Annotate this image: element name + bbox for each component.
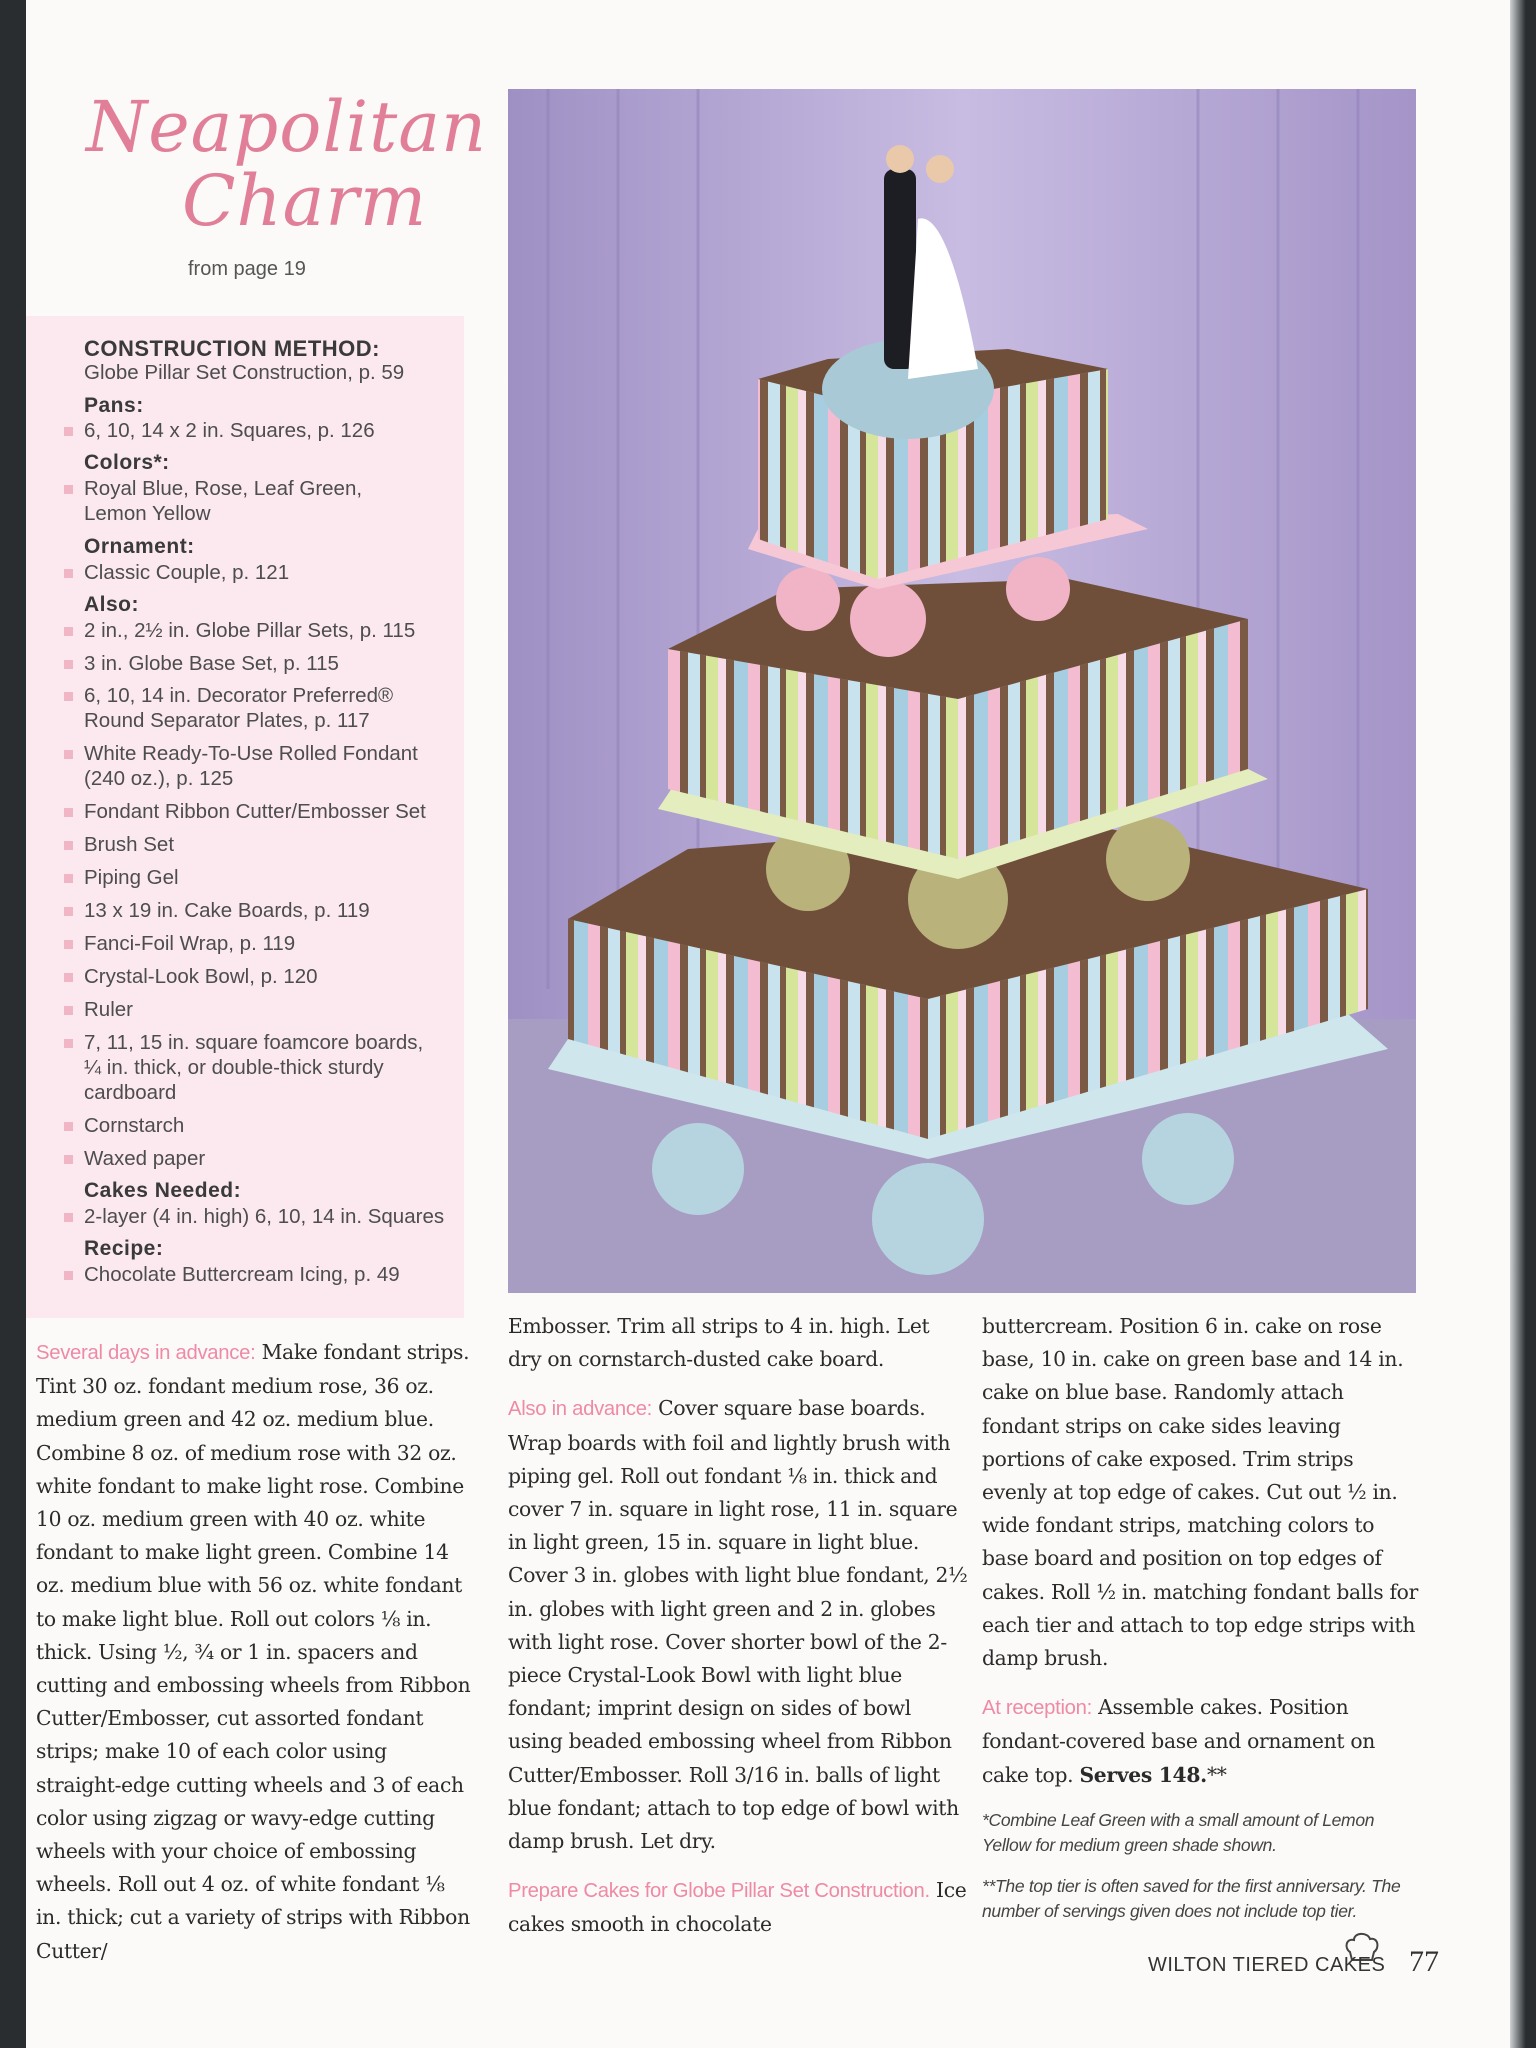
col2-paragraph-1: Embosser. Trim all strips to 4 in. high. Let dry on cornstarch-dusted cake board.: [508, 1314, 930, 1372]
title-line-1: Neapolitan: [86, 86, 488, 168]
also-heading: Also:: [84, 593, 139, 616]
footnote-servings: **The top tier is often saved for the first anniversary. The number of servings given does not include top tier.: [982, 1875, 1401, 1921]
also-item-cont: cardboard: [84, 1081, 177, 1104]
pans-item: 6, 10, 14 x 2 in. Squares, p. 126: [84, 419, 375, 442]
also-item: Ruler: [84, 998, 133, 1021]
materials-sidebar: [26, 316, 464, 1318]
colors-item-cont: Lemon Yellow: [84, 502, 211, 525]
also-item-cont: Round Separator Plates, p. 117: [84, 709, 370, 732]
pans-heading: Pans:: [84, 394, 144, 417]
also-item: 7, 11, 15 in. square foamcore boards,: [84, 1031, 424, 1054]
from-page-reference: from page 19: [188, 258, 306, 280]
ornament-item: Classic Couple, p. 121: [84, 561, 290, 584]
footer-publication: WILTON TIERED CAKES: [1148, 1954, 1386, 1976]
serves-mark: **: [1206, 1762, 1227, 1787]
also-item: White Ready-To-Use Rolled Fondant: [84, 742, 418, 765]
cake-illustration: [508, 89, 1416, 1293]
instructions-column-1: [36, 1336, 474, 1984]
section-lead-at-reception: At reception:: [982, 1697, 1092, 1720]
title-line-2: Charm: [182, 160, 428, 242]
also-item-cont: (240 oz.), p. 125: [84, 767, 234, 790]
section-lead-prepare-cakes: Prepare Cakes for Globe Pillar Set Construction.: [508, 1880, 930, 1903]
cake-photo: [508, 89, 1416, 1293]
also-item: 13 x 19 in. Cake Boards, p. 119: [84, 899, 370, 922]
col2-paragraph-2: Cover square base boards. Wrap boards with foil and lightly brush with piping gel. Roll out fondant ⅛ in. thick and cover 7 in. square in light rose, 11 in. square in light green, 15 in. square in light blue. Cover 3 in. globes with light blue fondant, 2½ in. globes with light green and 2 in. globes with light rose. Cover shorter bowl of the 2-piece Crystal-Look Bowl with light blue fondant; imprint design on sides of bowl using beaded embossing wheel from Ribbon Cutter/Embosser. Roll 3/16 in. balls of light blue fondant; attach to top edge of bowl with damp brush. Let dry.: [508, 1396, 968, 1854]
instructions-column-2: [508, 1310, 968, 1958]
col3-paragraph-1: buttercream. Position 6 in. cake on rose base, 10 in. cake on green base and 14 in. cake on blue base. Randomly attach fondant strips on cake sides leaving portions of cake exposed. Trim strips evenly at top edge of cakes. Cut out ½ in. wide fondant strips, matching colors to base board and position on top edges of cakes. Roll ½ in. matching fondant balls for each tier and attach to top edge strips with damp brush.: [982, 1314, 1418, 1671]
construction-heading: CONSTRUCTION METHOD:: [84, 336, 380, 361]
footnote-colors: *Combine Leaf Green with a small amount of Lemon Yellow for medium green shade shown.: [982, 1809, 1375, 1855]
construction-text: Globe Pillar Set Construction, p. 59: [84, 361, 405, 384]
section-lead-also-in-advance: Also in advance:: [508, 1398, 653, 1421]
colors-heading: Colors*:: [84, 451, 170, 474]
colors-item: Royal Blue, Rose, Leaf Green,: [84, 477, 363, 500]
also-item: Cornstarch: [84, 1114, 185, 1137]
col3-paragraph-2: Assemble cakes. Position fondant-covered base and ornament on cake top.: [982, 1695, 1376, 1787]
cakes-heading: Cakes Needed:: [84, 1179, 242, 1202]
page-edge-shadow: [1510, 0, 1536, 2048]
recipe-title: [86, 86, 506, 242]
recipe-item: Chocolate Buttercream Icing, p. 49: [84, 1263, 400, 1286]
also-item: 6, 10, 14 in. Decorator Preferred®: [84, 684, 394, 707]
also-item-cont: ¼ in. thick, or double-thick sturdy: [84, 1056, 384, 1079]
serves-count: Serves 148.: [1079, 1762, 1207, 1787]
instructions-column-3: [982, 1310, 1422, 1924]
page-number: 77: [1409, 1945, 1439, 1978]
col2-paragraph-3: Ice cakes smooth in chocolate: [508, 1878, 967, 1937]
page: [26, 0, 1510, 2048]
also-item: Waxed paper: [84, 1147, 206, 1170]
also-item: Piping Gel: [84, 866, 179, 889]
also-item: Fondant Ribbon Cutter/Embosser Set: [84, 800, 426, 823]
also-item: 3 in. Globe Base Set, p. 115: [84, 652, 339, 675]
recipe-heading: Recipe:: [84, 1237, 164, 1260]
also-item: 2 in., 2½ in. Globe Pillar Sets, p. 115: [84, 619, 416, 642]
also-item: Brush Set: [84, 833, 175, 856]
section-lead-several-days: Several days in advance:: [36, 1342, 256, 1364]
ornament-heading: Ornament:: [84, 535, 195, 558]
cakes-item: 2-layer (4 in. high) 6, 10, 14 in. Squares: [84, 1205, 445, 1228]
also-item: Fanci-Foil Wrap, p. 119: [84, 932, 296, 955]
col1-text: Make fondant strips. Tint 30 oz. fondant medium rose, 36 oz. medium green and 42 oz. medium blue. Combine 8 oz. of medium rose with 32 oz. white fondant to make light rose. Combine 10 oz. medium green with 40 oz. white fondant to make light green. Combine 14 oz. medium blue with 56 oz. white fondant to make light blue. Roll out colors ⅛ in. thick. Using ½, ¾ or 1 in. spacers and cutting and embossing wheels from Ribbon Cutter/Embosser, cut assorted fondant strips; make 10 of each color using straight-edge cutting wheels and 3 of each color using zigzag or wavy-edge cutting wheels with your choice of embossing wheels. Roll out 4 oz. of white fondant ⅛ in. thick; cut a variety of strips with Ribbon Cutter/: [36, 1340, 471, 1963]
also-item: Crystal-Look Bowl, p. 120: [84, 965, 318, 988]
